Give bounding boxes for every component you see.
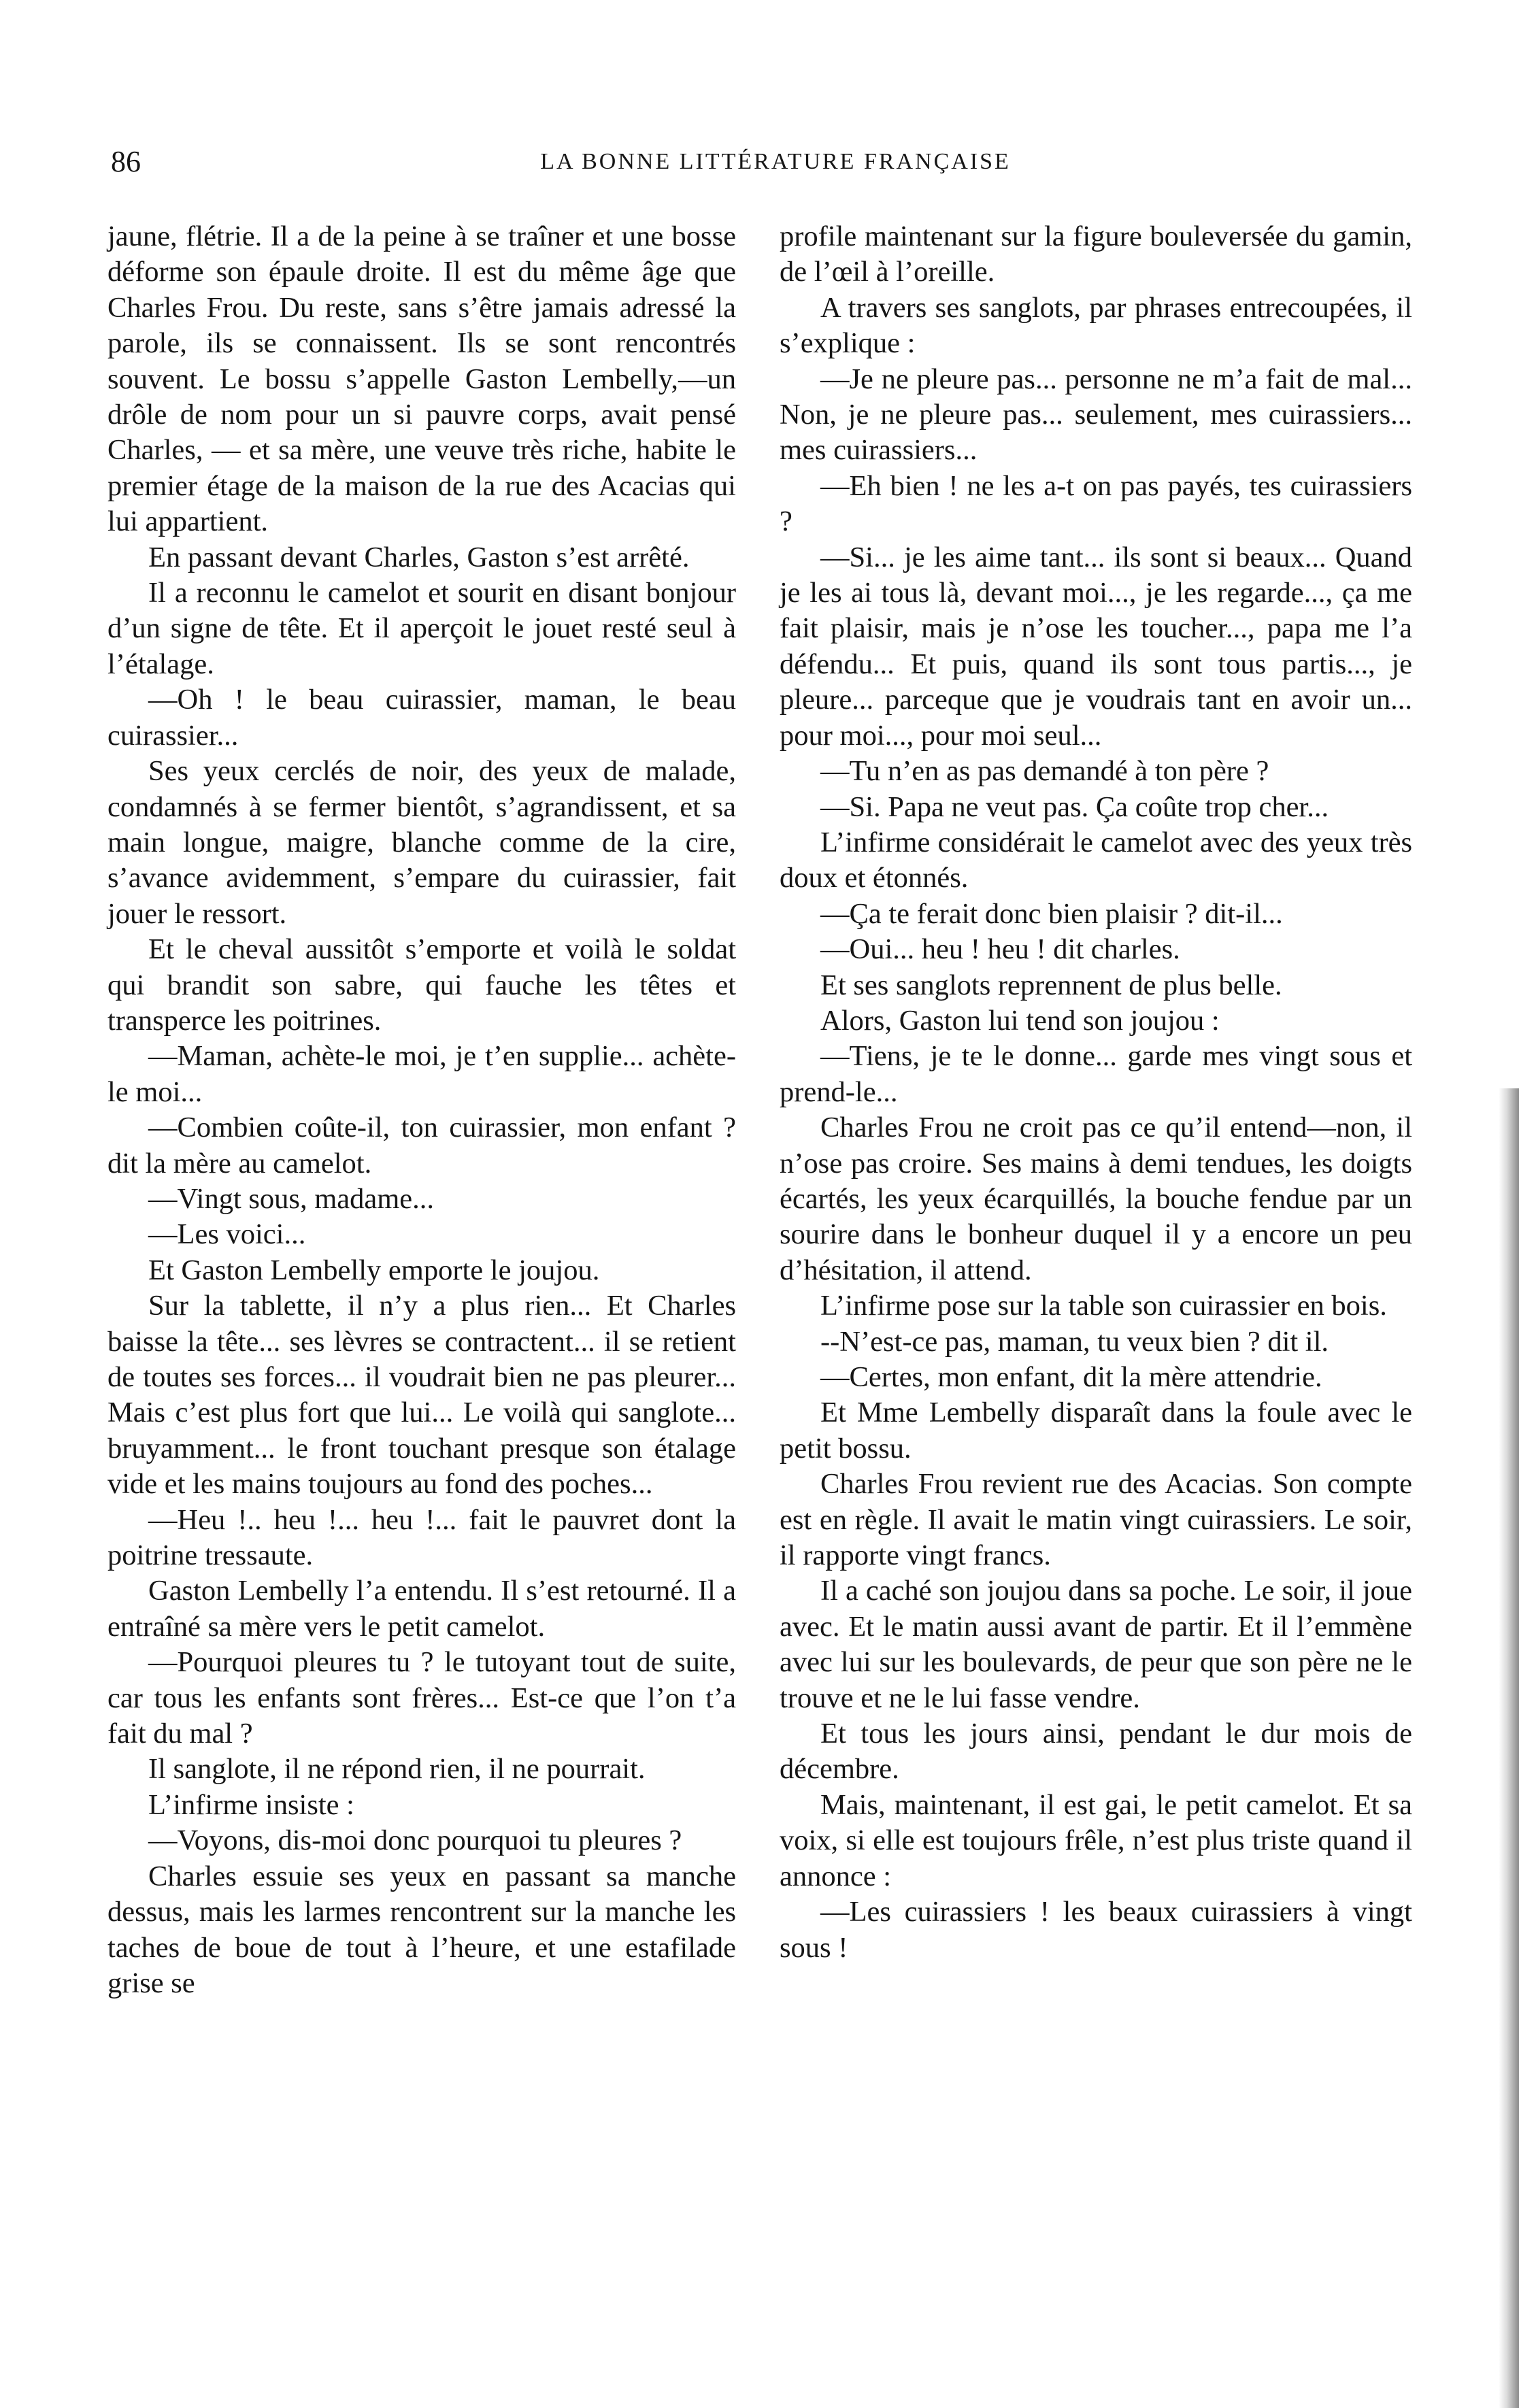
- paragraph: Sur la tablette, il n’y a plus rien... Et Charles baisse la tête... ses lèvres se contractent... il se retient de toutes ses forces... il voudrait bien ne pas pleurer... Mais c’est plus fort que lui... Le voilà qui sanglote... bruyamment... le front touchant presque son étalage vide et les mains toujours au fond des poches...: [107, 1290, 736, 1501]
- paragraph: —Tiens, je te le donne... garde mes vingt sous et prend-le...: [780, 1040, 1412, 1108]
- paragraph: —Vingt sous, madame...: [148, 1182, 435, 1215]
- paragraph: —Ça te ferait donc bien plaisir ? dit-il...: [820, 897, 1283, 930]
- paragraph: Il a reconnu le camelot et sourit en disant bonjour d’un signe de tête. Et il aperçoit le jouet resté seul à l’étalage.: [107, 577, 736, 680]
- paragraph: —Certes, mon enfant, dit la mère attendrie.: [820, 1361, 1322, 1393]
- paragraph: —Maman, achète-le moi, je t’en supplie... achète-le moi...: [107, 1040, 736, 1108]
- page-number: 86: [111, 145, 141, 178]
- paragraph: Et ses sanglots reprennent de plus belle.: [820, 969, 1282, 1001]
- paragraph: Et Mme Lembelly disparaît dans la foule avec le petit bossu.: [780, 1397, 1412, 1465]
- left-column: [107, 219, 736, 2001]
- paragraph: —Oui... heu ! heu ! dit charles.: [820, 933, 1180, 966]
- paragraph: Il sanglote, il ne répond rien, il ne pourrait.: [148, 1753, 646, 1786]
- paragraph: —Les voici...: [148, 1218, 306, 1251]
- paragraph: En passant devant Charles, Gaston s’est arrêté.: [148, 541, 690, 573]
- paragraph: Gaston Lembelly l’a entendu. Il s’est retourné. Il a entraîné sa mère vers le petit camelot.: [107, 1575, 736, 1643]
- paragraph: L’infirme considérait le camelot avec des yeux très doux et étonnés.: [780, 826, 1412, 894]
- paragraph: —Heu !.. heu !... heu !... fait le pauvret dont la poitrine tressaute.: [107, 1503, 736, 1572]
- paragraph: —Oh ! le beau cuirassier, maman, le beau cuirassier...: [107, 684, 736, 752]
- paragraph: Et le cheval aussitôt s’emporte et voilà le soldat qui brandit son sabre, qui fauche les têtes et transperce les poitrines.: [107, 933, 736, 1037]
- paragraph: A travers ses sanglots, par phrases entrecoupées, il s’explique :: [780, 291, 1412, 360]
- paragraph: Charles Frou ne croit pas ce qu’il entend—non, il n’ose pas croire. Ses mains à demi tendues, les doigts écartés, les yeux écarquillés, la bouche fendue par un sourire dans le bonheur duquel il y a encore un peu d’hésitation, il attend.: [780, 1111, 1412, 1286]
- paragraph: —Eh bien ! ne les a-t on pas payés, tes cuirassiers ?: [780, 469, 1412, 538]
- paragraph: Charles Frou revient rue des Acacias. Son compte est en règle. Il avait le matin vingt cuirassiers. Le soir, il rapporte vingt francs.: [780, 1468, 1412, 1572]
- paragraph: L’infirme pose sur la table son cuirassier en bois.: [820, 1290, 1387, 1322]
- paragraph: Mais, maintenant, il est gai, le petit camelot. Et sa voix, si elle est toujours frêle, n’est plus triste quand il annonce :: [780, 1788, 1412, 1892]
- paragraph: —Je ne pleure pas... personne ne m’a fait de mal... Non, je ne pleure pas... seulement, mes cuirassiers... mes cuirassiers...: [780, 363, 1412, 467]
- paragraph: —Combien coûte-il, ton cuirassier, mon enfant ? dit la mère au camelot.: [107, 1111, 736, 1180]
- paragraph: —Tu n’en as pas demandé à ton père ?: [820, 755, 1269, 788]
- paragraph: —Pourquoi pleures tu ? le tutoyant tout de suite, car tous les enfants sont frères... Est-ce que l’on t’a fait du mal ?: [107, 1646, 736, 1750]
- paragraph: —Si. Papa ne veut pas. Ça coûte trop cher...: [820, 790, 1329, 823]
- paragraph: jaune, flétrie. Il a de la peine à se traîner et une bosse déforme son épaule droite. Il est du même âge que Charles Frou. Du reste, sans s’être jamais adressé la parole, ils se connaissent. Ils se sont rencontrés souvent. Le bossu s’appelle Gaston Lembelly,—un drôle de nom pour un si pauvre corps, avait pensé Charles, — et sa mère, une veuve très riche, habite le premier étage de la maison de la rue des Acacias qui lui appartient.: [107, 220, 736, 538]
- paragraph: --N’est-ce pas, maman, tu veux bien ? dit il.: [820, 1325, 1329, 1358]
- paragraph: —Voyons, dis-moi donc pourquoi tu pleures ?: [148, 1824, 682, 1857]
- paragraph: L’infirme insiste :: [148, 1788, 354, 1821]
- binding-edge-shadow: [1499, 1088, 1519, 2408]
- paragraph: Charles essuie ses yeux en passant sa manche dessus, mais les larmes rencontrent sur la manche les taches de boue de tout à l’heure, et une estafilade grise se: [107, 1860, 736, 1999]
- paragraph: —Si... je les aime tant... ils sont si beaux... Quand je les ai tous là, devant moi..., je les regarde..., ça me fait plaisir, mais je n’ose les toucher..., papa me l’a défendu... Et puis, quand ils sont tous partis..., je pleure... parceque que je voudrais tant en avoir un... pour moi..., pour moi seul...: [780, 541, 1412, 752]
- paragraph: Il a caché son joujou dans sa poche. Le soir, il joue avec. Et le matin aussi avant de partir. Et il l’emmène avec lui sur les boulevards, de peur que son père ne le trouve et ne le lui fasse vendre.: [780, 1575, 1412, 1714]
- paragraph: Et tous les jours ainsi, pendant le dur mois de décembre.: [780, 1718, 1412, 1786]
- paragraph: Alors, Gaston lui tend son joujou :: [820, 1004, 1220, 1037]
- running-title: LA BONNE LITTÉRATURE FRANÇAISE: [540, 149, 1011, 174]
- paragraph: —Les cuirassiers ! les beaux cuirassiers à vingt sous !: [780, 1896, 1412, 1964]
- paragraph: profile maintenant sur la figure bouleversée du gamin, de l’œil à l’oreille.: [780, 220, 1412, 288]
- paragraph: Ses yeux cerclés de noir, des yeux de malade, condamnés à se fermer bientôt, s’agrandissent, et sa main longue, maigre, blanche comme de la cire, s’avance avidemment, s’empare du cuirassier, fait jouer le ressort.: [107, 755, 736, 930]
- paragraph: Et Gaston Lembelly emporte le joujou.: [148, 1254, 600, 1286]
- right-column: [780, 219, 1412, 1966]
